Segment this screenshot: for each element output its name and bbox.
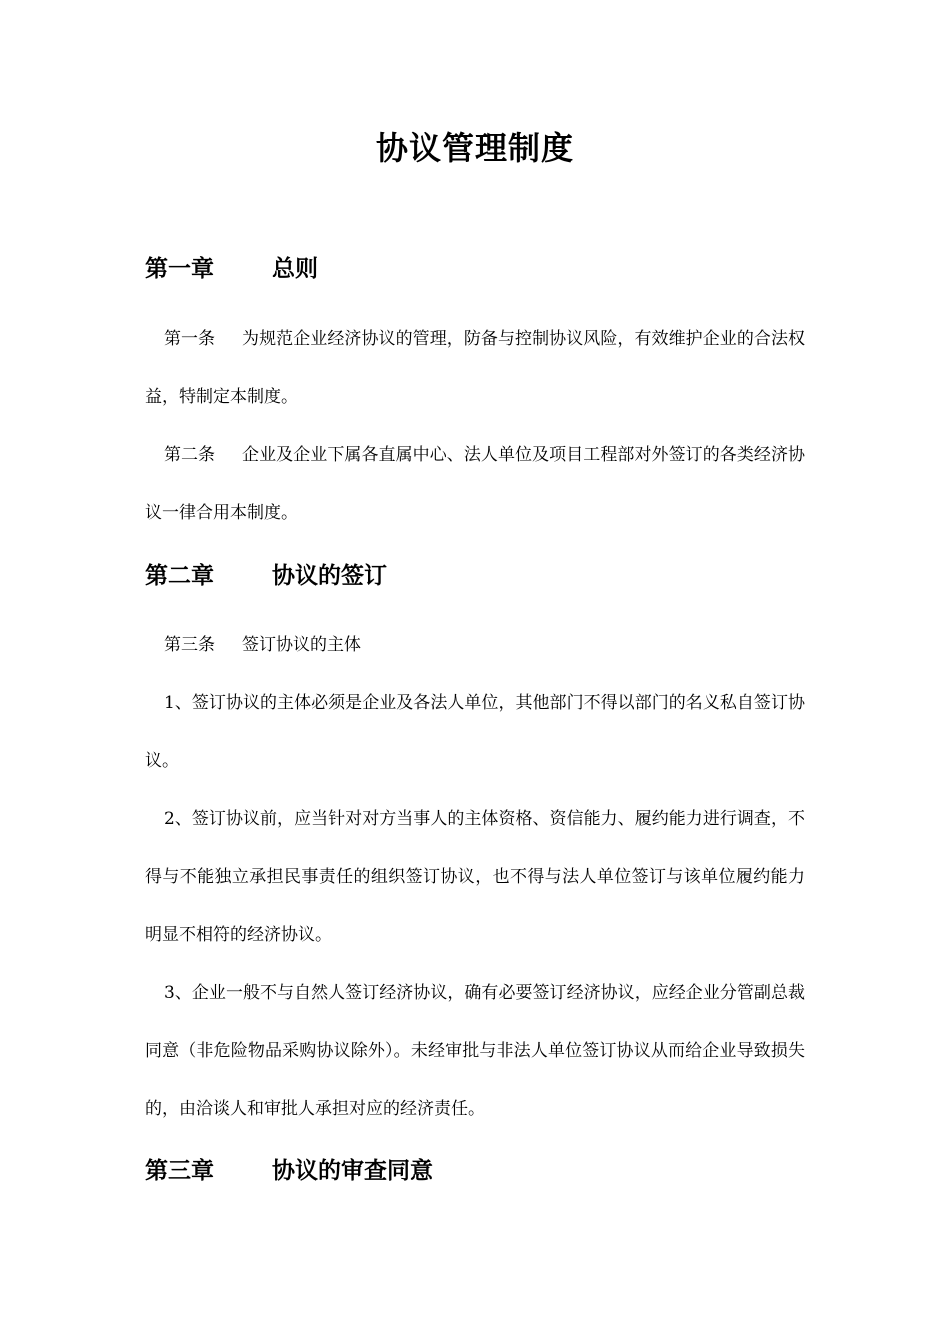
- list-item: [145, 964, 805, 1138]
- article-label: 第二条: [164, 445, 215, 465]
- chapter-heading-2: [145, 560, 387, 592]
- chapter-title: 协议的签订: [272, 563, 387, 589]
- chapter-heading-1: [145, 253, 318, 285]
- chapter-number: 第三章: [145, 1158, 214, 1184]
- chapter-heading-3: [145, 1155, 433, 1187]
- article-text: 企业及企业下属各直属中心、法人单位及项目工程部对外签订的各类经济协议一律合用本制度。: [145, 445, 805, 523]
- chapter-title: 协议的审查同意: [272, 1158, 433, 1184]
- list-item-text: 1、签订协议的主体必须是企业及各法人单位，其他部门不得以部门的名义私自签订协议。: [145, 693, 805, 771]
- article-paragraph: [145, 426, 805, 542]
- article-label: 第一条: [164, 329, 215, 349]
- list-item-text: 3、企业一般不与自然人签订经济协议，确有必要签订经济协议，应经企业分管副总裁同意（非危险物品采购协议除外）。未经审批与非法人单位签订协议从而给企业导致损失的，由洽谈人和审批人承担对应的经济责任。: [145, 983, 805, 1119]
- article-label: 第三条: [164, 635, 215, 655]
- article-text: 为规范企业经济协议的管理，防备与控制协议风险，有效维护企业的合法权益，特制定本制度。: [145, 329, 805, 407]
- document-title: 协议管理制度: [375, 129, 574, 167]
- list-item-text: 2、签订协议前，应当针对对方当事人的主体资格、资信能力、履约能力进行调查，不得与不能独立承担民事责任的组织签订协议，也不得与法人单位签订与该单位履约能力明显不相符的经济协议。: [145, 809, 805, 945]
- article-paragraph: [145, 310, 805, 426]
- article-paragraph: [145, 616, 805, 674]
- list-item: [145, 674, 805, 790]
- chapter-title: 总则: [272, 256, 318, 282]
- list-item: [145, 790, 805, 964]
- article-text: 签订协议的主体: [242, 635, 361, 655]
- chapter-number: 第一章: [145, 256, 214, 282]
- chapter-number: 第二章: [145, 563, 214, 589]
